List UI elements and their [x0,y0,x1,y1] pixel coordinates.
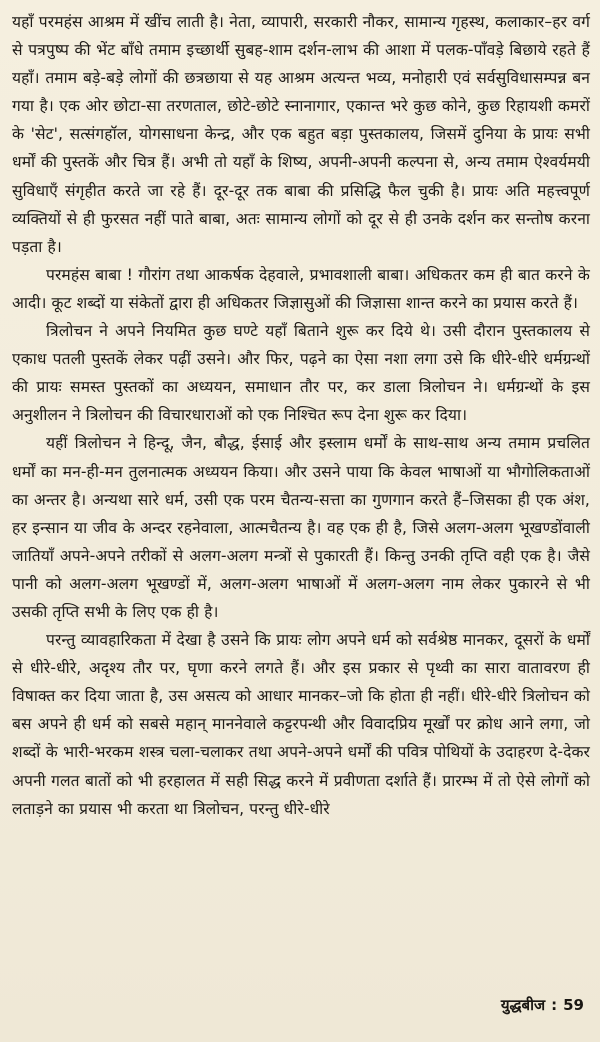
page-footer [501,994,584,1016]
book-title: युद्धबीज [500,996,546,1014]
paragraph-2: परमहंस बाबा ! गौरांग तथा आकर्षक देहवाले, प्रभावशाली बाबा। अधिकतर कम ही बात करने के आदी। कूट शब्दों या संकेतों द्वारा ही अधिकतर जिज्ञासुओं की जिज्ञासा शान्त करने का प्रयास करते हैं। [12,265,590,312]
paragraph-5: परन्तु व्यावहारिकता में देखा है उसने कि प्रायः लोग अपने धर्म को सर्वश्रेष्ठ मानकर, दूसरों के धर्मों से धीरे-धीरे, अदृश्य तौर पर, घृणा करने लगते हैं। और इस प्रकार से पृथ्वी का सारा वातावरण ही विषाक्त कर दिया जाता है, उस असत्य को आधार मानकर–जो कि होता ही नहीं। धीरे-धीरे त्रिलोचन को बस अपने ही धर्म को सबसे महान् माननेवाले कट्टरपन्थी और विवादप्रिय मूर्खों पर क्रोध आने लगा, जो शब्दों के भारी-भरकम शस्त्र चला-चलाकर तथा अपने-अपने धर्मों की पवित्र पोथियों के उदाहरण दे-देकर अपनी गलत बातों को भी हरहालत में सही सिद्ध करने में प्रवीणता दर्शाते हैं। प्रारम्भ में तो ऐसे लोगों को लताड़ने का प्रयास भी करता था त्रिलोचन, परन्तु धीरे-धीरे [12,631,590,818]
footer-separator: : [551,996,558,1014]
paragraph-3: त्रिलोचन ने अपने नियमित कुछ घण्टे यहाँ बिताने शुरू कर दिये थे। उसी दौरान पुस्तकालय से एकाध पतली पुस्तकें लेकर पढ़ीं उसने। और फिर, पढ़ने का ऐसा नशा लगा उसे कि धीरे-धीरे धर्मग्रन्थों की प्रायः समस्त पुस्तकों का अध्ययन, समाधान तौर पर, कर डाला त्रिलोचन ने। धर्मग्रन्थों के इस अनुशीलन ने त्रिलोचन की विचारधाराओं को एक निश्चित रूप देना शुरू कर दिया। [12,322,590,425]
paragraph-1: यहाँ परमहंस आश्रम में खींच लाती है। नेता, व्यापारी, सरकारी नौकर, सामान्य गृहस्थ, कलाकार–हर वर्ग से पत्रपुष्प की भेंट बाँधे तमाम इच्छार्थी सुबह-शाम दर्शन-लाभ की आशा में पलक-पाँवड़े बिछाये रहते हैं यहाँ। तमाम बड़े-बड़े लोगों की छत्रछाया से यह आश्रम अत्यन्त भव्य, मनोहारी एवं सर्वसुविधासम्पन्न बन गया है। एक ओर छोटा-सा तरणताल, छोटे-छोटे स्नानागार, एकान्त भरे कुछ कोने, कुछ रिहायशी कमरों के 'सेट', सत्संगहॉल, योगसाधना केन्द्र, और एक बहुत बड़ा पुस्तकालय, जिसमें दुनिया के प्रायः सभी धर्मों की पुस्तकें और चित्र हैं। अभी तो यहाँ के शिष्य, अपनी-अपनी कल्पना से, अन्य तमाम ऐश्वर्यमयी सुविधाएँ संगृहीत करते जा रहे हैं। दूर-दूर तक बाबा की प्रसिद्धि फैल चुकी है। प्रायः अति महत्त्वपूर्ण व्यक्तियों से ही फुरसत नहीं पाते बाबा, अतः सामान्य लोगों को दूर से ही उनके दर्शन कर सन्तोष करना पड़ता है। [12,13,590,256]
paragraph-4: यहीं त्रिलोचन ने हिन्दू, जैन, बौद्ध, ईसाई और इस्लाम धर्मों के साथ-साथ अन्य तमाम प्रचलित धर्मों का मन-ही-मन तुलनात्मक अध्ययन किया। और उसने पाया कि केवल भाषाओं या भौगोलिकताओं का अन्तर है। अन्यथा सारे धर्म, उसी एक परम चैतन्य-सत्ता का गुणगान करते हैं–जिसका ही एक अंश, हर इन्सान या जीव के अन्दर रहनेवाला, आत्मचैतन्य है। वह एक ही है, जिसे अलग-अलग भूखण्डोंवाली जातियाँ अपने-अपने तरीकों से अलग-अलग मन्त्रों से पुकारती हैं। किन्तु उनकी तृप्ति वही एक है। जैसे पानी को अलग-अलग भूखण्डों में, अलग-अलग भाषाओं में अलग-अलग नाम लेकर पुकारने से भी उसकी तृप्ति सभी के लिए एक ही है। [12,434,590,621]
page-number: 59 [563,996,584,1014]
page-body [12,8,590,823]
